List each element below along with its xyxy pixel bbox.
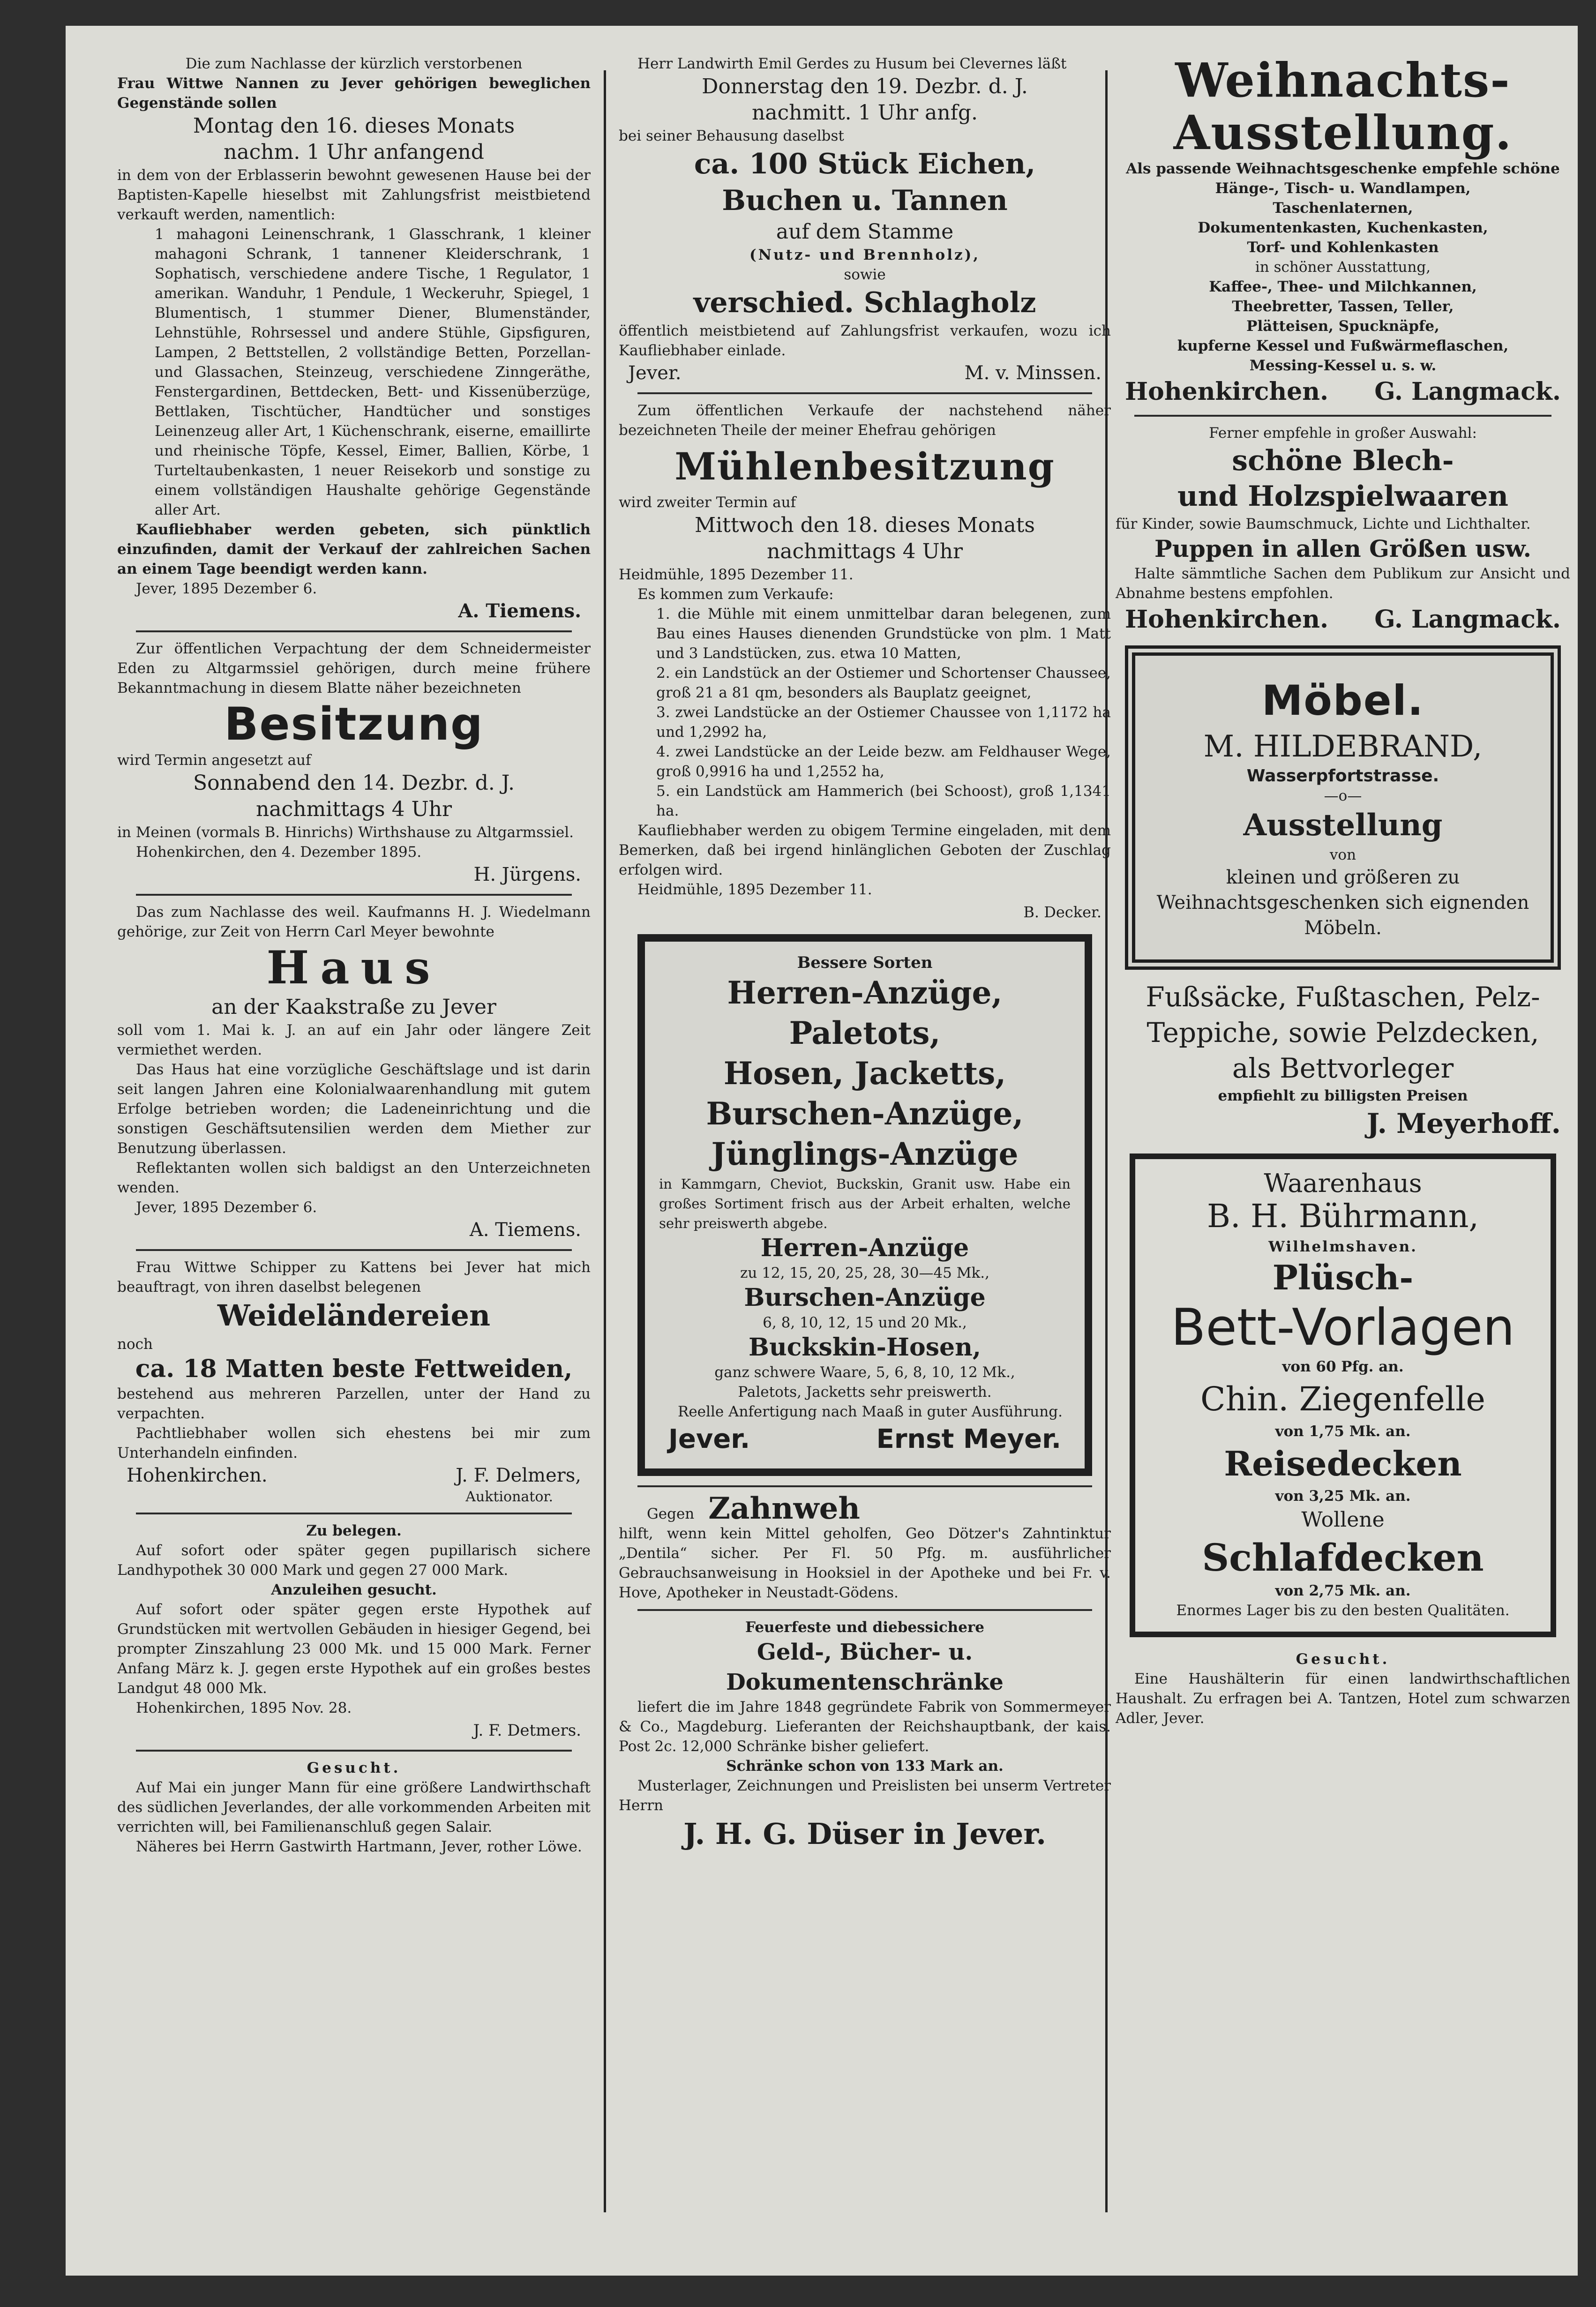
ad-muehlenbesitzung (619, 401, 1111, 925)
ad-line: Messing-Kessel u. s. w. (1249, 357, 1437, 374)
ad-line: in schöner Ausstattung, (1255, 259, 1431, 276)
ad-zahnweh (619, 1491, 1111, 1603)
ad-place-date: Heidmühle, 1895 Dezember 11. (637, 881, 872, 898)
ad-signature: H. Jürgens. (473, 864, 581, 885)
ad-meyerhoff (1116, 979, 1570, 1141)
ad-intro: Zum öffentlichen Verkaufe der nachstehend näher bezeichneten Theile der meiner Ehefrau gehörigen (619, 402, 1111, 439)
ad-body: Auf Mai ein junger Mann für eine größere Landwirthschaft des südlichen Jeverlandes, der alle vorkommenden Arbeiten mit verrichten will, bei Familienanschluß gegen Salair. (117, 1779, 591, 1835)
company-address: Wasserpfortstrasse. (1246, 766, 1439, 786)
product-price: von 1,75 Mk. an. (1275, 1423, 1411, 1440)
ad-price: ganz schwere Waare, 5, 6, 8, 10, 12 Mk., (714, 1364, 1015, 1381)
ad-headline: ca. 18 Matten beste Fettweiden, (135, 1355, 573, 1383)
ad-place-date: Hohenkirchen, den 4. Dezember 1895. (136, 844, 422, 861)
ad-body: Eine Haushälterin für einen landwirthschaftlichen Haushalt. Zu erfragen bei A. Tantzen, Hotel zum schwarzen Adler, Jever. (1116, 1670, 1570, 1727)
ad-holzverkauf (619, 54, 1111, 386)
product-price: von 60 Pfg. an. (1282, 1358, 1404, 1375)
ad-line: sowie (844, 266, 886, 283)
ad-intro: Die zum Nachlasse der kürzlich verstorbenen (185, 55, 523, 72)
ad-title: Besitzung (224, 698, 484, 750)
list-item: 5. ein Landstück am Hammerich (bei Schoost), groß 1,1341 ha. (656, 783, 1111, 819)
ad-price: 6, 8, 10, 12, 15 und 20 Mk., (763, 1314, 967, 1331)
ad-line: von (1329, 846, 1356, 863)
ad-body: bestehend aus mehreren Parzellen, unter der Hand zu verpachten. (117, 1386, 591, 1422)
ad-place: Hohenkirchen. (1125, 377, 1329, 406)
divider (637, 1485, 1092, 1487)
divider (637, 1609, 1092, 1611)
ad-place: Hohenkirchen. (127, 1465, 268, 1486)
column-1 (117, 54, 591, 1857)
ad-line: Plätteisen, Spucknäpfe, (1246, 318, 1439, 335)
ad-schraenke (619, 1618, 1111, 1853)
ad-body: Musterlager, Zeichnungen und Preislisten bei unserm Vertreter Herrn (619, 1777, 1111, 1814)
ad-body: Enormes Lager bis zu den besten Qualitäten. (1176, 1602, 1510, 1619)
ad-line: Ferner empfehle in großer Auswahl: (1209, 425, 1477, 442)
ad-ernst-meyer (637, 934, 1092, 1476)
column-3 (1116, 54, 1570, 1728)
company-name: M. HILDEBRAND, (1203, 729, 1483, 764)
ad-line: als Bettvorleger (1232, 1052, 1454, 1084)
ad-haus (117, 902, 591, 1243)
ad-item: Buckskin-Hosen, (749, 1333, 981, 1362)
ad-place-date: Jever, 1895 Dezember 6. (136, 1199, 317, 1216)
ad-line: Torf- und Kohlenkasten (1247, 239, 1439, 256)
ad-headline: Herren-Anzüge, Paletots, (727, 974, 1003, 1051)
ad-headline: Buchen u. Tannen (722, 184, 1008, 217)
ad-heading: Feuerfeste und diebessichere (745, 1619, 984, 1636)
ad-body: soll vom 1. Mai k. J. an auf ein Jahr oder längere Zeit vermiethet werden. (117, 1022, 591, 1058)
ad-headline: Puppen in allen Größen usw. (1154, 535, 1532, 562)
ad-line: Fußsäcke, Fußtaschen, Pelz- (1146, 981, 1540, 1013)
ad-body: Halte sämmtliche Sachen dem Publikum zur Ansicht und Abnahme bestens empfohlen. (1116, 565, 1570, 602)
ad-heading: Gesucht. (307, 1760, 401, 1776)
list-item: 1. die Mühle mit einem unmittelbar daran belegenen, zum Bau eines Hauses dienenden Grundstücke von plm. 1 Matt und 3 Landstücken, zus. etwa 10 Matten, (656, 606, 1111, 662)
ad-hildebrand (1125, 645, 1561, 970)
column-rule (604, 70, 606, 2212)
ad-signature: G. Langmack. (1374, 605, 1561, 634)
ad-headline: Ausstellung (1243, 808, 1443, 843)
ad-intro: Frau Wittwe Schipper zu Kattens bei Jever hat mich beauftragt, von ihren daselbst belegenen (117, 1259, 591, 1296)
divider (637, 392, 1092, 394)
ad-besitzung (117, 639, 591, 887)
ad-title: Haus (266, 941, 442, 994)
ad-note: Kaufliebhaber werden gebeten, sich pünktlich einzufinden, damit der Verkauf der zahlreichen Sachen an einem Tage beendigt werden kann. (117, 521, 591, 577)
ad-line: (Nutz- und Brennholz), (749, 247, 981, 263)
ad-title: Weideländereien (217, 1298, 491, 1333)
auction-date: Sonnabend den 14. Dezbr. d. J. (193, 771, 515, 795)
ad-item: Burschen-Anzüge (744, 1283, 986, 1312)
ad-subject: Frau Wittwe Nannen zu Jever gehörigen beweglichen Gegenstände sollen (117, 75, 591, 112)
ad-signature: Ernst Meyer. (876, 1424, 1061, 1454)
ad-place: Hohenkirchen. (1125, 605, 1329, 634)
ad-gesucht-haushaelterin (1116, 1649, 1570, 1728)
ad-item: Herren-Anzüge (760, 1234, 969, 1262)
ad-line: Teppiche, sowie Pelzdecken, (1146, 1017, 1539, 1049)
ad-body: Das Haus hat eine vorzügliche Geschäftslage und ist darin seit langen Jahren eine Kolonialwaarenhandlung mit gutem Erfolge betrieben worden; die Ladeneinrichtung und die sonstigen Geschäftsutensilien werden dem Miether zur Benutzung überlassen. (117, 1061, 591, 1157)
list-item: 4. zwei Landstücke an der Leide bezw. am Feldhauser Wege, groß 0,9916 ha und 1,2552 ha, (656, 743, 1111, 780)
ad-title: Möbel. (1261, 676, 1424, 725)
ad-title: Ausstellung. (1173, 105, 1513, 160)
ad-title: Mühlenbesitzung (674, 444, 1055, 488)
ad-hypothek (117, 1521, 591, 1743)
ad-signature: J. F. Detmers. (473, 1721, 581, 1740)
ad-intro: Zur öffentlichen Verpachtung der dem Schneidermeister Eden zu Altgarmssiel gehörigen, durch meine frühere Bekanntmachung in diesem Blatte näher bezeichneten (117, 640, 591, 697)
item-list: 1 mahagoni Leinenschrank, 1 Glasschrank, 1 kleiner mahagoni Schrank, 1 tannener Kleiderschrank, 1 Sophatisch, verschiedene andere Tische, 1 Regulator, 1 amerikan. Wanduhr, 1 Pendule, 1 Weckeruhr, Spiegel, 1 Blumentisch, 1 stummer Diener, Blumenständer, Lehnstühle, Rohrsessel und andere Stühle, Gipsfiguren, Lampen, 2 Bettstellen, 2 vollständige Betten, Porzellan- und Glassachen, Steinzeug, verschiedene Zinngeräthe, Fenstergardinen, Bettdecken, Bett- und Kissenüberzüge, Bettlaken, Tischtücher, Handtücher und sonstiges Leinenzeug aller Art, 1 Küchenschrank, eiserne, emaillirte und rheinische Töpfe, Kessel, Eimer, Ballien, Körbe, 1 Turteltaubenkasten, 1 neuer Reisekorb und sonstige zu einem vollständigen Haushalte gehörige Gegenstände aller Art. (155, 226, 591, 518)
ad-weidelaendereien (117, 1258, 591, 1506)
ad-signature-row (619, 360, 1111, 386)
company-city: Wilhelmshaven. (1268, 1238, 1417, 1255)
ad-top: Bessere Sorten (797, 953, 933, 972)
ad-line: wird zweiter Termin auf (619, 494, 796, 511)
ad-subtitle: an der Kaakstraße zu Jever (211, 995, 496, 1019)
ad-signature: J. F. Delmers, (456, 1465, 581, 1486)
ad-buehrmann (1130, 1154, 1556, 1637)
ad-signature: M. v. Minssen. (964, 362, 1101, 384)
ad-intro: Als passende Weihnachtsgeschenke empfehle schöne Hänge-, Tisch- u. Wandlampen, (1126, 160, 1560, 197)
divider (136, 1249, 572, 1251)
ad-headline: ca. 100 Stück Eichen, (694, 148, 1036, 180)
ad-place: Jever. (668, 1424, 750, 1454)
auction-time: nachmitt. 1 Uhr anfg. (751, 101, 978, 125)
ad-body: hilft, wenn kein Mittel geholfen, Geo Dötzer's Zahntinktur „Dentila“ sicher. Per Fl. 50 Pfg. m. ausführlicher Gebrauchsanweisung in Hooksiel in der Apotheke und bei Fr. v. Hove, Apotheker in Neustadt-Gödens. (619, 1525, 1111, 1601)
ad-signature: A. Tiemens. (458, 600, 581, 622)
ad-line: Theebretter, Tassen, Teller, (1232, 298, 1454, 315)
ad-signature-row (1116, 603, 1570, 636)
product-name: Chin. Ziegenfelle (1200, 1380, 1485, 1418)
list-heading: Es kommen zum Verkaufe: (637, 586, 834, 603)
ad-signature: J. Meyerhoff. (1366, 1108, 1561, 1139)
ad-signature: B. Decker. (1023, 903, 1101, 921)
ad-intro: Herr Landwirth Emil Gerdes zu Husum bei Clevernes läßt (637, 55, 1067, 72)
ad-price: Paletots, Jacketts sehr preiswerth. (738, 1384, 992, 1401)
ad-body: Kaufliebhaber werden zu obigem Termine eingeladen, mit dem Bemerken, daß bei irgend hinlänglichen Geboten der Zuschlag erfolgen wird. (619, 822, 1111, 878)
list-item: 3. zwei Landstücke an der Ostiemer Chaussee von 1,1172 ha und 1,2992 ha, (656, 704, 1111, 741)
ad-weihnachtsausstellung (1116, 54, 1570, 636)
ad-signature-row (1116, 375, 1570, 408)
divider (136, 1513, 572, 1514)
ad-line: Dokumentenkasten, Kuchenkasten, (1198, 219, 1488, 236)
ad-place: bei seiner Behausung daselbst (619, 127, 844, 144)
ad-headline: Burschen-Anzüge, (706, 1095, 1024, 1132)
product-name: Wollene (1301, 1508, 1385, 1532)
auction-date: Mittwoch den 18. dieses Monats (695, 513, 1035, 537)
ad-signature: J. H. G. Düser in Jever. (683, 1817, 1046, 1851)
ad-body: öffentlich meistbietend auf Zahlungsfrist verkaufen, wozu ich Kaufliebhaber einlade. (619, 322, 1111, 359)
ad-body: kleinen und größeren zu Weihnachtsgeschenken sich eignenden Möbeln. (1156, 867, 1529, 939)
ad-body: in Meinen (vormals B. Hinrichs) Wirthshause zu Altgarmssiel. (117, 824, 574, 841)
ad-title: Zahnweh (708, 1491, 860, 1526)
product-price: von 2,75 Mk. an. (1275, 1582, 1411, 1599)
company-name: B. H. Bührmann, (1206, 1198, 1479, 1235)
ad-body: Pachtliebhaber wollen sich ehestens bei mir zum Unterhandeln einfinden. (117, 1425, 591, 1461)
ad-title: Weihnachts- (1175, 52, 1511, 108)
ad-body: Auf sofort oder später gegen erste Hypothek auf Grundstücken mit wertvollen Gebäuden in hiesiger Gegend, bei prompter Zinszahlung 23 000 Mk. und 15 000 Mark. Ferner Anfang März k. J. gegen erste Hypothek auf ein großes bestes Landgut 48 000 Mk. (117, 1601, 591, 1697)
ad-heading: Gesucht. (1296, 1651, 1390, 1668)
ad-headline: und Holzspielwaaren (1177, 480, 1508, 513)
ad-body: Näheres bei Herrn Gastwirth Hartmann, Jever, rother Löwe. (136, 1838, 582, 1855)
ad-signature-role: Auktionator. (465, 1489, 553, 1505)
ad-price: zu 12, 15, 20, 25, 28, 30—45 Mk., (740, 1265, 989, 1281)
ad-line: empfiehlt zu billigsten Preisen (1218, 1087, 1468, 1104)
ad-place-date: Hohenkirchen, 1895 Nov. 28. (136, 1700, 352, 1716)
ad-intro: Das zum Nachlasse des weil. Kaufmanns H. J. Wiedelmann gehörige, zur Zeit von Herrn Carl Meyer bewohnte (117, 904, 591, 940)
ad-headline: schöne Blech- (1232, 444, 1454, 477)
ad-body: in Kammgarn, Cheviot, Buckskin, Granit usw. Habe ein großes Sortiment frisch aus der Arbeit erhalten, welche sehr preiswerth abgebe. (659, 1176, 1071, 1231)
separator: —o— (1324, 787, 1362, 804)
ad-place: Heidmühle, 1895 Dezember 11. (619, 566, 854, 583)
ad-heading: Anzuleihen gesucht. (271, 1581, 437, 1598)
auction-date: Montag den 16. dieses Monats (193, 114, 515, 138)
divider (136, 894, 572, 896)
ad-highlight: Schränke schon von 133 Mark an. (726, 1758, 1004, 1775)
ad-headline: Hosen, Jacketts, (723, 1055, 1006, 1092)
ad-line: Taschenlaternen, (1273, 200, 1413, 217)
ad-body: Reflektanten wollen sich baldigst an den Unterzeichneten wenden. (117, 1160, 591, 1196)
ad-line: auf dem Stamme (776, 220, 954, 244)
ad-line: wird Termin angesetzt auf (117, 752, 311, 769)
ad-place-date: Jever, 1895 Dezember 6. (136, 580, 317, 597)
ad-signature: G. Langmack. (1374, 377, 1561, 406)
product-name: Plüsch- (1272, 1258, 1414, 1297)
ad-line: kupferne Kessel und Fußwärmeflaschen, (1177, 337, 1509, 354)
product-name: Reisedecken (1224, 1444, 1462, 1483)
divider (1134, 415, 1551, 417)
ad-headline: verschied. Schlagholz (693, 286, 1036, 319)
ad-signature-row (117, 1463, 591, 1488)
divider (136, 630, 572, 632)
column-2 (619, 54, 1111, 1853)
ad-body: Auf sofort oder später gegen pupillarisch sichere Landhypothek 30 000 Mark und gegen 27 000 Mark. (117, 1542, 591, 1579)
ad-body: Reelle Anfertigung nach Maaß in guter Ausführung. (678, 1403, 1063, 1420)
ad-body: für Kinder, sowie Baumschmuck, Lichte und Lichthalter. (1116, 516, 1531, 532)
product-name: Schlafdecken (1202, 1536, 1484, 1580)
auction-time: nachm. 1 Uhr anfangend (224, 140, 484, 164)
ad-title: Geld-, Bücher- u. Dokumentenschränke (726, 1639, 1004, 1695)
product-price: von 3,25 Mk. an. (1275, 1488, 1411, 1505)
ad-signature: A. Tiemens. (469, 1219, 581, 1241)
auction-time: nachmittags 4 Uhr (255, 797, 452, 821)
ad-heading: Waarenhaus (1264, 1168, 1422, 1198)
product-name: Bett-Vorlagen (1171, 1298, 1515, 1357)
ad-signature-row (659, 1422, 1071, 1457)
divider (136, 1750, 572, 1752)
newspaper-page (66, 26, 1578, 2276)
ad-gesucht-mann (117, 1758, 591, 1857)
auction-date: Donnerstag den 19. Dezbr. d. J. (702, 75, 1028, 98)
ad-line: Gegen (647, 1506, 695, 1522)
ad-headline: Jünglings-Anzüge (711, 1136, 1019, 1172)
ad-body: liefert die im Jahre 1848 gegründete Fabrik von Sommermeyer & Co., Magdeburg. Lieferanten der Reichshauptbank, der kais. Post 2c. 12,000 Schränke bisher geliefert. (619, 1699, 1111, 1755)
ad-line: Kaffee-, Thee- und Milchkannen, (1209, 278, 1477, 295)
ad-place: Jever. (628, 362, 682, 384)
auction-time: nachmittags 4 Uhr (766, 539, 963, 563)
list-item: 2. ein Landstück an der Ostiemer und Schortenser Chaussee, groß 21 a 81 qm, besonders als Bauplatz geeignet, (656, 665, 1111, 701)
ad-nachlass-nannen (117, 54, 591, 624)
ad-body: in dem von der Erblasserin bewohnt gewesenen Hause bei der Baptisten-Kapelle hieselbst mit Zahlungsfrist meistbietend verkauft werden, namentlich: (117, 167, 591, 223)
ad-heading: Zu belegen. (306, 1522, 402, 1539)
ad-title-row (619, 1491, 1111, 1526)
ad-noch: noch (117, 1336, 153, 1353)
